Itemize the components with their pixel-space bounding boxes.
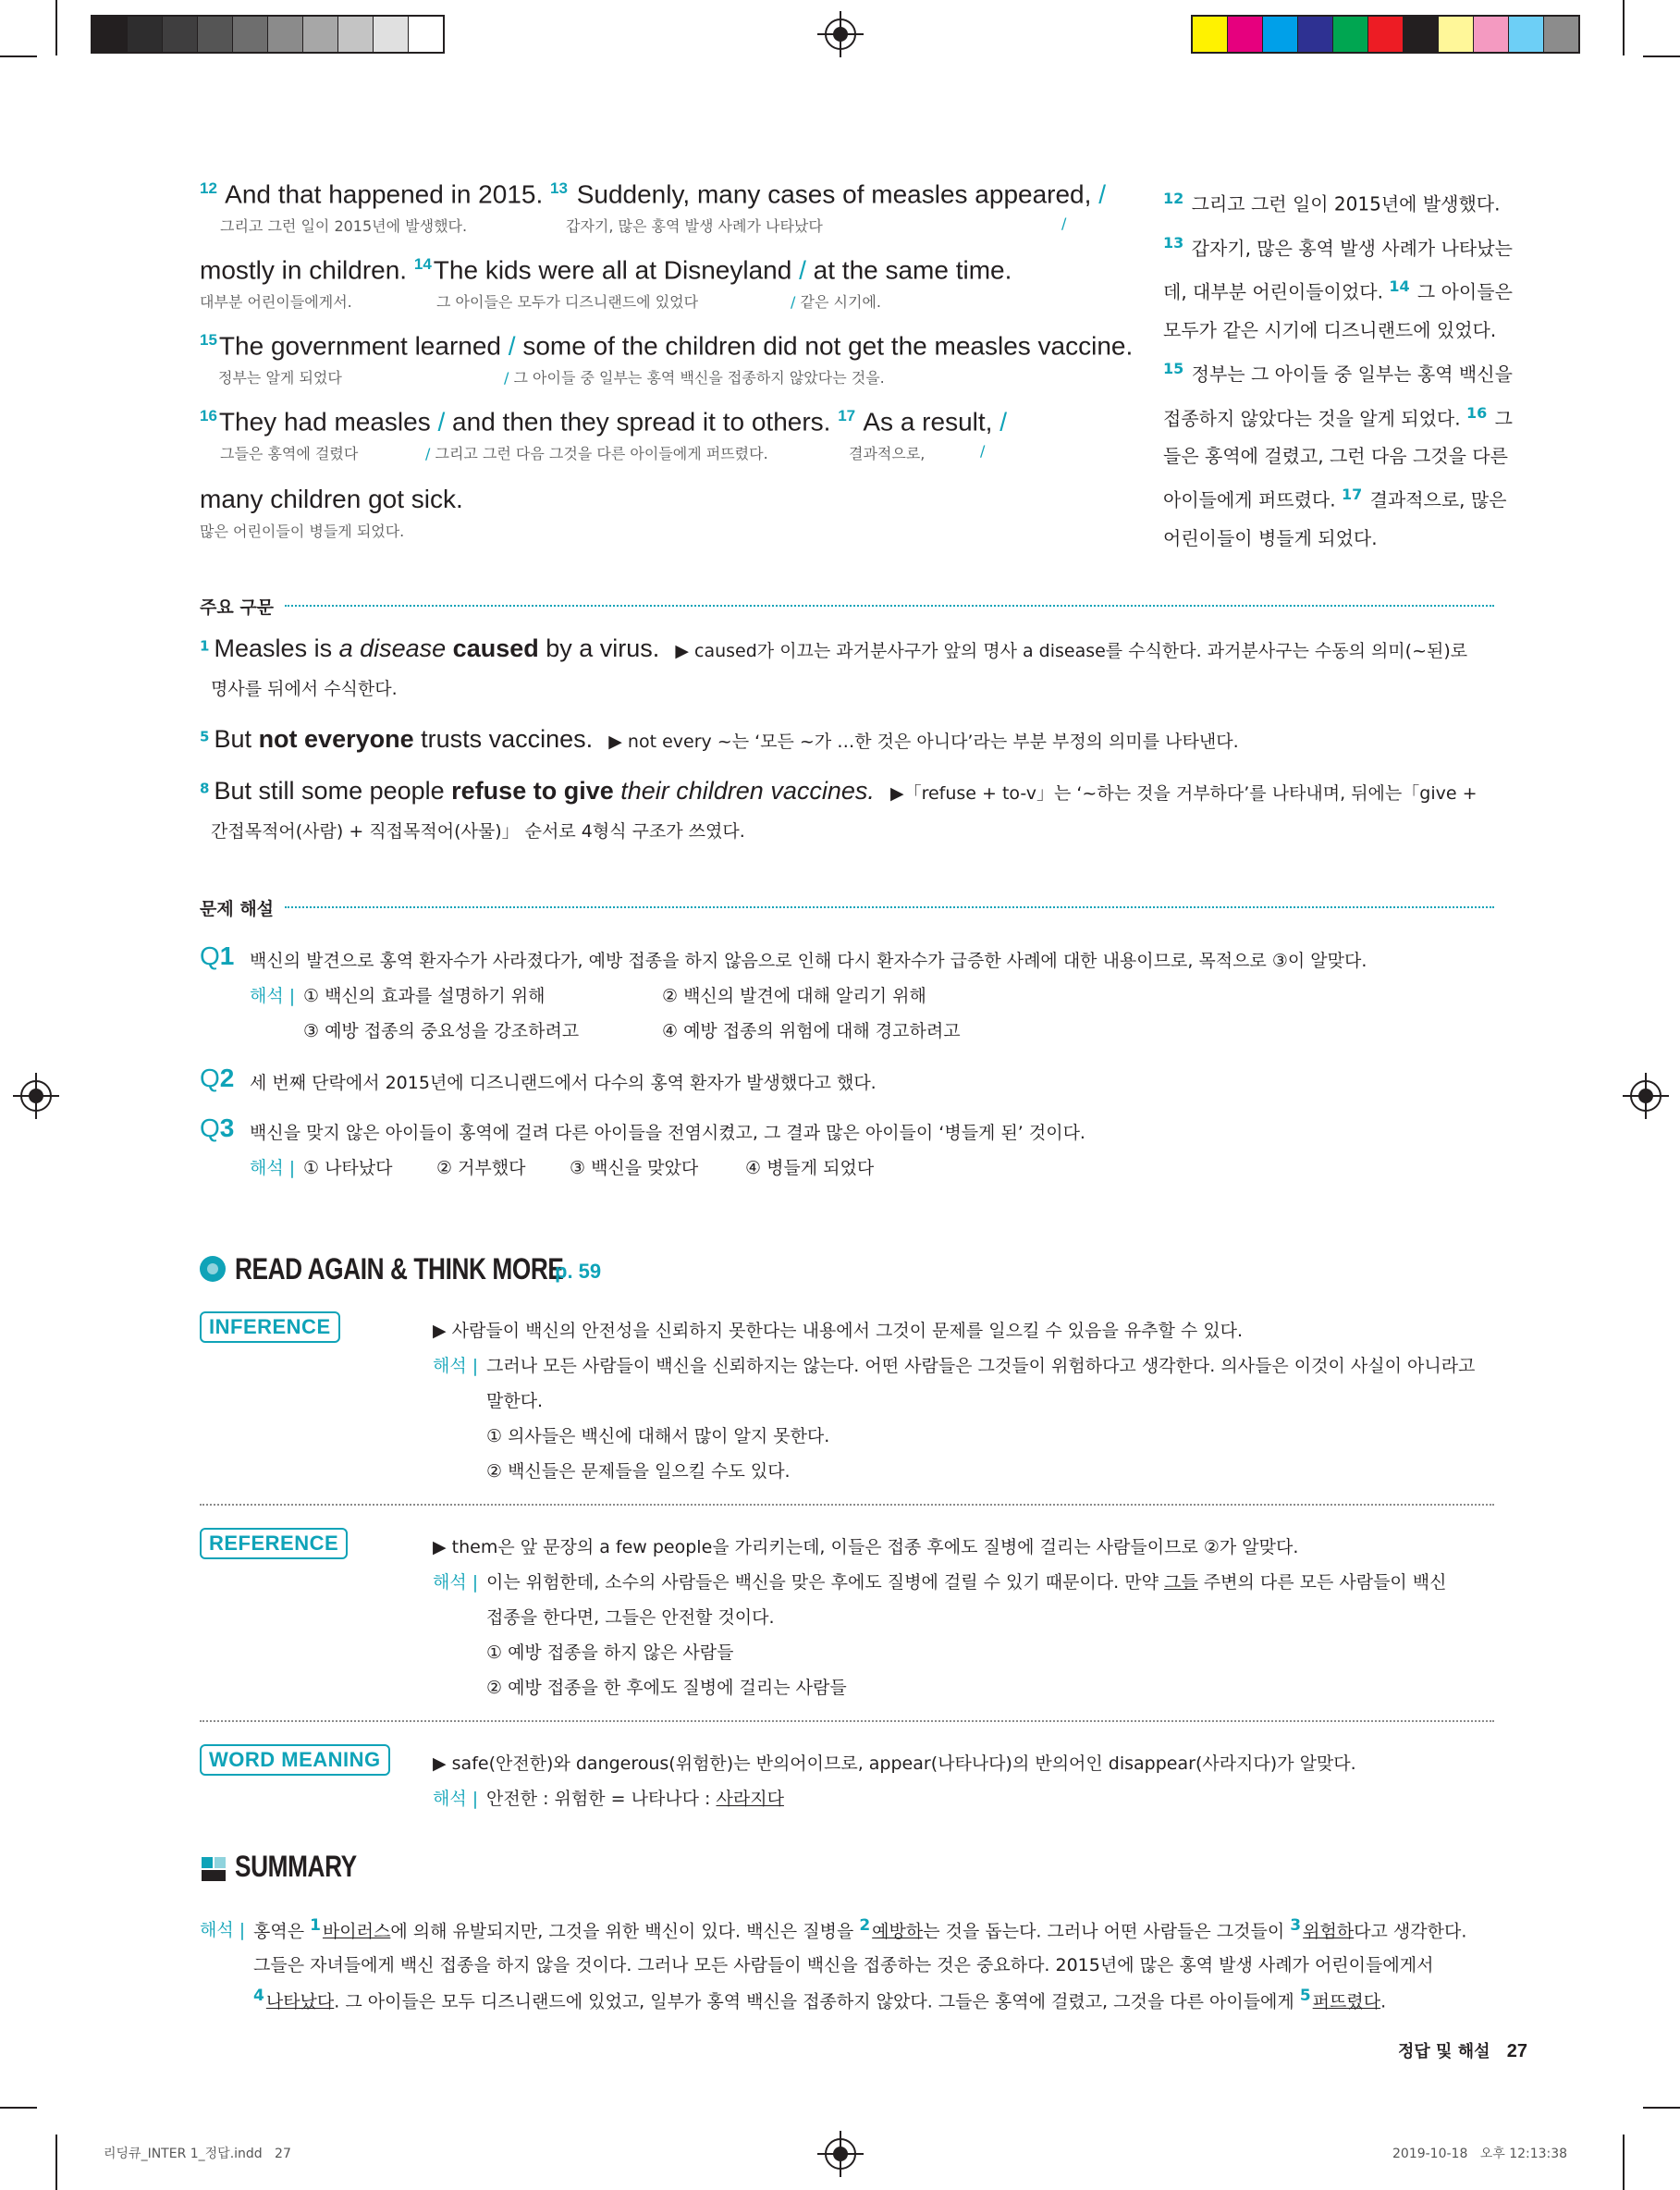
- q1-explanation: 백신의 발견으로 홍역 환자수가 사라졌다가, 예방 접종을 하지 않음으로 인해 다시 환자수가 급증한 사례에 대한 내용이므로, 목적으로 ③이 알맞다.: [250, 951, 1367, 971]
- inference-badge: INFERENCE: [200, 1311, 340, 1343]
- inference-option: ① 의사들은 백신에 대해서 많이 알지 못한다.: [486, 1426, 830, 1446]
- reading-line-4: $^{16}$They had measles / and then they spread it to others. $^{17}$ As a result, /: [200, 407, 1007, 437]
- translation-column: [1163, 179, 1514, 558]
- summary-title: SUMMARY: [235, 1850, 357, 1883]
- question-label-1: Q1: [200, 941, 235, 970]
- translation-tag: 해석 |: [250, 1158, 296, 1178]
- syntax-item-5: 5 But not everyone trusts vaccines. ▶ not every ~는 ‘모든 ~가 …한 것은 아니다’라는 부분 부정의 의미를 나타낸다.: [200, 725, 1239, 753]
- word-meaning-explanation: ▶ safe(안전한)와 dangerous(위험한)는 반의어이므로, appear(나타나다)의 반의어인 disappear(사라지다)가 알맞다.: [433, 1753, 1356, 1774]
- blank-number: 4: [253, 1987, 264, 2005]
- reading-line-1: $^{12}$ And that happened in 2015. $^{13}$ Suddenly, many cases of measles appeared, /: [200, 179, 1106, 209]
- translation-line: $^{15}$ 정부는 그 아이들 중 일부는 홍역 백신을: [1163, 359, 1513, 386]
- blank-number: 5: [1299, 1987, 1311, 2005]
- syntax-item-8: 8 But still some people refuse to give their children vaccines. ▶「refuse + to-v」는 ‘~하는 것을 거부하다’를 나타내며, 뒤에는「give +: [200, 777, 1478, 805]
- answer-word: 나타났다: [265, 1991, 335, 2012]
- syntax-item-1: 1 Measles is a disease caused by a virus. ▶ caused가 이끄는 과거분사구가 앞의 명사 a disease를 수식한다. 과거분사구는 수동의 의미(~된)로: [200, 634, 1468, 662]
- word-meaning-badge: WORD MEANING: [200, 1744, 390, 1776]
- inference-option: ② 백신들은 문제들을 일으킬 수도 있다.: [486, 1461, 791, 1482]
- reading-gloss: 정부는 알게 되었다: [218, 369, 342, 387]
- reading-gloss: 결과적으로,: [849, 445, 926, 462]
- blank-number: 2: [859, 1916, 871, 1935]
- translation-line: 모두가 같은 시기에 디즈니랜드에 있었다.: [1163, 318, 1497, 341]
- translation-tag: 해석 |: [200, 1920, 246, 1940]
- translation-line: $^{12}$ 그리고 그런 일이 2015년에 발생했다.: [1163, 190, 1501, 215]
- summary-line-2: 그들은 자녀들에게 백신 접종을 하지 않을 것이다. 그러나 모든 사람들이 백신을 접종하는 것은 중요하다. 2015년에 많은 홍역 발생 사례가 어린이들에게서: [253, 1955, 1434, 1975]
- question-label-3: Q3: [200, 1113, 235, 1142]
- reading-line-5: many children got sick.: [200, 485, 463, 513]
- reference-option: ② 예방 접종을 한 후에도 질병에 걸리는 사람들: [486, 1678, 847, 1698]
- timestamp: 2019-10-18 오후 12:13:38: [1392, 2147, 1568, 2161]
- grayscale-bar: [91, 15, 445, 54]
- translation-line: 들은 홍역에 걸렸고, 그런 다음 그것을 다른: [1163, 445, 1508, 468]
- q3-option: ① 나타났다: [303, 1158, 393, 1178]
- q3-option: ③ 백신을 맞았다: [570, 1158, 699, 1178]
- translation-tag: 해석 |: [250, 986, 296, 1006]
- registration-mark: [1630, 1080, 1662, 1112]
- summary-line-1: [253, 1916, 1466, 1942]
- reading-gloss: / 같은 시기에.: [791, 293, 881, 311]
- blank-number: 3: [1290, 1916, 1302, 1935]
- blank-number: 1: [310, 1916, 321, 1935]
- section-bullet-icon: [200, 1256, 226, 1282]
- key-syntax-heading: 주요 구문: [200, 597, 275, 618]
- translation-tag: 해석 |: [433, 1356, 479, 1376]
- summary-icon: [202, 1857, 226, 1881]
- question-label-2: Q2: [200, 1064, 235, 1092]
- answer-word: 퍼뜨렸다: [1312, 1991, 1381, 2012]
- translation-line: 데, 대부분 어린이들이었다. $^{14}$ 그 아이들은: [1163, 277, 1513, 303]
- reading-gloss: 갑자기, 많은 홍역 발생 사례가 나타났다: [566, 217, 823, 235]
- reference-translation: 이는 위험한데, 소수의 사람들은 백신을 맞은 후에도 질병에 걸릴 수 있기 때문이다. 만약 그들 주변의 다른 모든 사람들이 백신: [486, 1572, 1447, 1593]
- read-again-title: READ AGAIN & THINK MORE: [235, 1252, 564, 1286]
- section-divider: [200, 1504, 1494, 1506]
- summary-text: .: [1380, 1991, 1387, 2012]
- summary-text: 다고 생각한다.: [1354, 1921, 1467, 1942]
- section-divider: [285, 605, 1494, 607]
- reading-gloss: 그들은 홍역에 걸렸다: [220, 445, 359, 462]
- reading-line-2: mostly in children. $^{14}$The kids were all at Disneyland / at the same time.: [200, 255, 1012, 285]
- explanation-heading: 문제 해설: [200, 899, 275, 919]
- translation-line: 접종하지 않았다는 것을 알게 되었다. $^{16}$ 그: [1163, 403, 1513, 430]
- summary-text: 는 것을 돕는다. 그러나 어떤 사람들은 그것들이: [923, 1921, 1291, 1942]
- reference-option: ① 예방 접종을 하지 않은 사람들: [486, 1642, 734, 1663]
- reading-gloss: / 그 아이들 중 일부는 홍역 백신을 접종하지 않았다는 것을.: [504, 369, 885, 387]
- inference-translation: 그러나 모든 사람들이 백신을 신뢰하지는 않는다. 어떤 사람들은 그것들이 위험하다고 생각한다. 의사들은 이것이 사실이 아니라고: [486, 1356, 1476, 1376]
- reference-explanation: ▶ them은 앞 문장의 a few people을 가리키는데, 이들은 접종 후에도 질병에 걸리는 사람들이므로 ②가 알맞다.: [433, 1537, 1299, 1557]
- word-meaning-translation: 안전한 : 위험한 = 나타나다 : 사라지다: [486, 1789, 784, 1809]
- reading-gloss: 대부분 어린이들에게서.: [200, 293, 352, 311]
- q2-explanation: 세 번째 단락에서 2015년에 디즈니랜드에서 다수의 홍역 환자가 발생했다고 했다.: [250, 1073, 877, 1093]
- q1-option: ③ 예방 접종의 중요성을 강조하려고: [303, 1021, 580, 1041]
- reading-line-3: $^{15}$The government learned / some of the children did not get the measles vaccine.: [200, 331, 1134, 361]
- answer-word: 위험하: [1303, 1921, 1355, 1942]
- q1-option: ① 백신의 효과를 설명하기 위해: [303, 986, 546, 1006]
- q3-option: ② 거부했다: [436, 1158, 526, 1178]
- section-divider: [200, 1720, 1494, 1722]
- reading-gloss: 그리고 그런 일이 2015년에 발생했다.: [220, 217, 468, 235]
- syntax-note: 간접목적어(사람) + 직접목적어(사물)」 순서로 4형식 구조가 쓰였다.: [211, 821, 745, 842]
- q3-option: ④ 병들게 되었다: [745, 1158, 875, 1178]
- translation-line: $^{13}$ 갑자기, 많은 홍역 발생 사례가 나타났는: [1163, 233, 1513, 260]
- section-divider: [285, 906, 1494, 908]
- registration-mark: [825, 18, 856, 50]
- slash-mark: /: [980, 442, 986, 460]
- answer-word: 바이러스: [322, 1921, 391, 1942]
- registration-mark: [825, 2138, 856, 2170]
- file-info: 리딩큐_INTER 1_정답.indd 27: [104, 2147, 291, 2161]
- inference-explanation: ▶ 사람들이 백신의 안전성을 신뢰하지 못한다는 내용에서 그것이 문제를 일으킬 수 있음을 유추할 수 있다.: [433, 1321, 1244, 1341]
- slash-mark: /: [1061, 215, 1067, 232]
- page-reference: p. 59: [555, 1260, 602, 1283]
- translation-line: 아이들에게 퍼뜨렸다. $^{17}$ 결과적으로, 많은: [1163, 486, 1507, 511]
- summary-text: 홍역은: [253, 1921, 311, 1942]
- summary-text: 에 의해 유발되지만, 그것을 위한 백신이 있다. 백신은 질병을: [390, 1921, 860, 1942]
- answer-word: 예방하: [872, 1921, 924, 1942]
- translation-line: 어린이들이 병들게 되었다.: [1163, 526, 1378, 549]
- page-footer: 정답 및 해설 27: [1398, 2041, 1528, 2061]
- q3-explanation: 백신을 맞지 않은 아이들이 홍역에 걸려 다른 아이들을 전염시켰고, 그 결과 많은 아이들이 ‘병들게 된’ 것이다.: [250, 1123, 1085, 1143]
- reference-badge: REFERENCE: [200, 1528, 348, 1559]
- inference-translation: 말한다.: [486, 1391, 544, 1411]
- reading-gloss: 많은 어린이들이 병들게 되었다.: [200, 523, 405, 540]
- summary-line-3: [253, 1987, 1386, 2012]
- syntax-note: 명사를 뒤에서 수식한다.: [211, 679, 398, 699]
- summary-text: . 그 아이들은 모두 디즈니랜드에 있었고, 일부가 홍역 백신을 접종하지 않았다. 그들은 홍역에 걸렸고, 그것을 다른 아이들에게: [334, 1991, 1300, 2012]
- reading-gloss: / 그리고 그런 다음 그것을 다른 아이들에게 퍼뜨렸다.: [425, 445, 768, 462]
- translation-tag: 해석 |: [433, 1789, 479, 1809]
- translation-tag: 해석 |: [433, 1572, 479, 1593]
- q1-option: ② 백신의 발견에 대해 알리기 위해: [662, 986, 926, 1006]
- color-bar: [1191, 15, 1580, 54]
- q1-option: ④ 예방 접종의 위험에 대해 경고하려고: [662, 1021, 961, 1041]
- reading-gloss: 그 아이들은 모두가 디즈니랜드에 있었다: [436, 293, 699, 311]
- registration-mark: [20, 1080, 52, 1112]
- reference-translation: 접종을 한다면, 그들은 안전할 것이다.: [486, 1607, 775, 1628]
